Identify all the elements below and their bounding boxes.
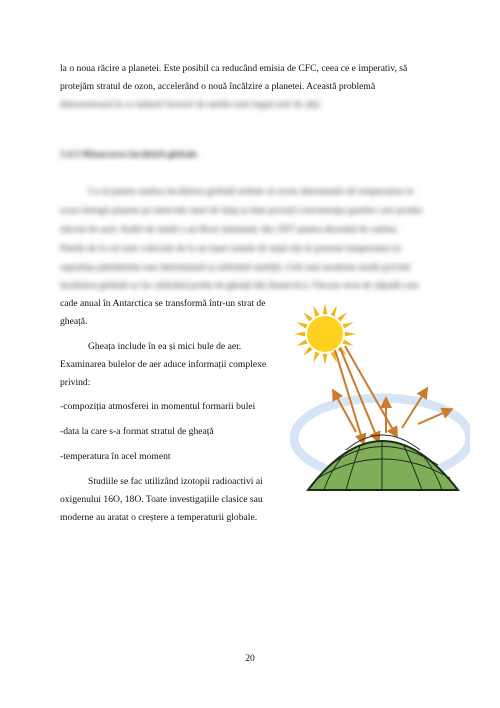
sun-ray	[294, 332, 305, 337]
sun-ray	[342, 322, 353, 328]
studies-line-3: moderne au aratat o creștere a temperaturii globale.	[60, 512, 258, 523]
sun-ray	[303, 346, 313, 356]
sun-ray	[323, 303, 328, 314]
blurred-line-1: Ca să putem analiza încălzirea globală trebuie să avem determinări de temperatura la	[88, 186, 414, 197]
greenhouse-effect-illustration	[290, 300, 470, 505]
bubbles-line-2: Examinarea bulelor de aer aduce informații complexe	[60, 359, 267, 370]
intro-line-1: la o noua răcire a planetei. Este posibil ca reducând emisia de CFC, ceea ce e imperativ, să	[60, 63, 408, 74]
blurred-line-5: suprafața pământului este determinată și utilizând sateliții. Cele mai moderne studii privind	[60, 262, 411, 273]
antarctica-line-2: gheață.	[60, 316, 88, 327]
sun-ray	[303, 312, 313, 322]
sun-icon	[307, 316, 343, 352]
intro-line-2: protejăm stratul de ozon, accelerând o nouă încălzire a planetei. Această problemă	[60, 81, 376, 92]
sun-ray	[330, 305, 336, 316]
blurred-line-2: scara întregii planete pe intervale mari de timp și date privind concentrația gazelor care produc	[60, 205, 424, 216]
earth-dome	[308, 441, 458, 490]
reflected-ray-arrow	[418, 410, 450, 424]
sun-ray	[342, 339, 353, 345]
list-item: -temperatura în acel moment	[60, 451, 171, 462]
sun-ray	[296, 339, 307, 345]
section-heading: 2.4.3 Măsurarea încălzirii globale	[60, 149, 198, 160]
sun-ray	[337, 312, 347, 322]
bubbles-line-3: privind:	[60, 377, 91, 388]
sun-ray	[345, 332, 356, 337]
blurred-line-4: Datele de la sol sunt colectate de la un mare număr de stații dar în prezent temperatura la	[60, 243, 401, 254]
blurred-line-6: încălzirea globală se fac utilizând probe de gheață din Antarctica. Fiecare strat de zăpadă care	[60, 280, 419, 291]
studies-line-1: Studiile se fac utilizând izotopii radioactivi ai	[88, 476, 263, 487]
page-number: 20	[245, 653, 255, 664]
sun-ray	[296, 322, 307, 328]
intro-line-3-blurred: demonstrează în ce măsură factorii de mediu sunt legați unii de alții.	[60, 99, 323, 110]
studies-line-2: oxigenului 16O, 18O. Toate investigațiile clasice sau	[60, 494, 263, 505]
antarctica-line-1: cade anual în Antarctica se transformă într-un strat de	[60, 298, 266, 309]
blurred-line-3: efectul de seră. Astfel de studii s-au făcut sistematic din 1957 pentru dioxidul de carbon.	[60, 224, 399, 235]
sun-ray	[313, 305, 319, 316]
list-item: -compoziția atmosferei in momentul formarii bulei	[60, 401, 256, 412]
sun-ray	[313, 351, 319, 362]
list-item: -data la care s-a format stratul de gheață	[60, 426, 214, 437]
bubbles-line-1: Gheața include în ea și mici bule de aer.	[88, 341, 242, 352]
sun-ray	[323, 354, 328, 365]
